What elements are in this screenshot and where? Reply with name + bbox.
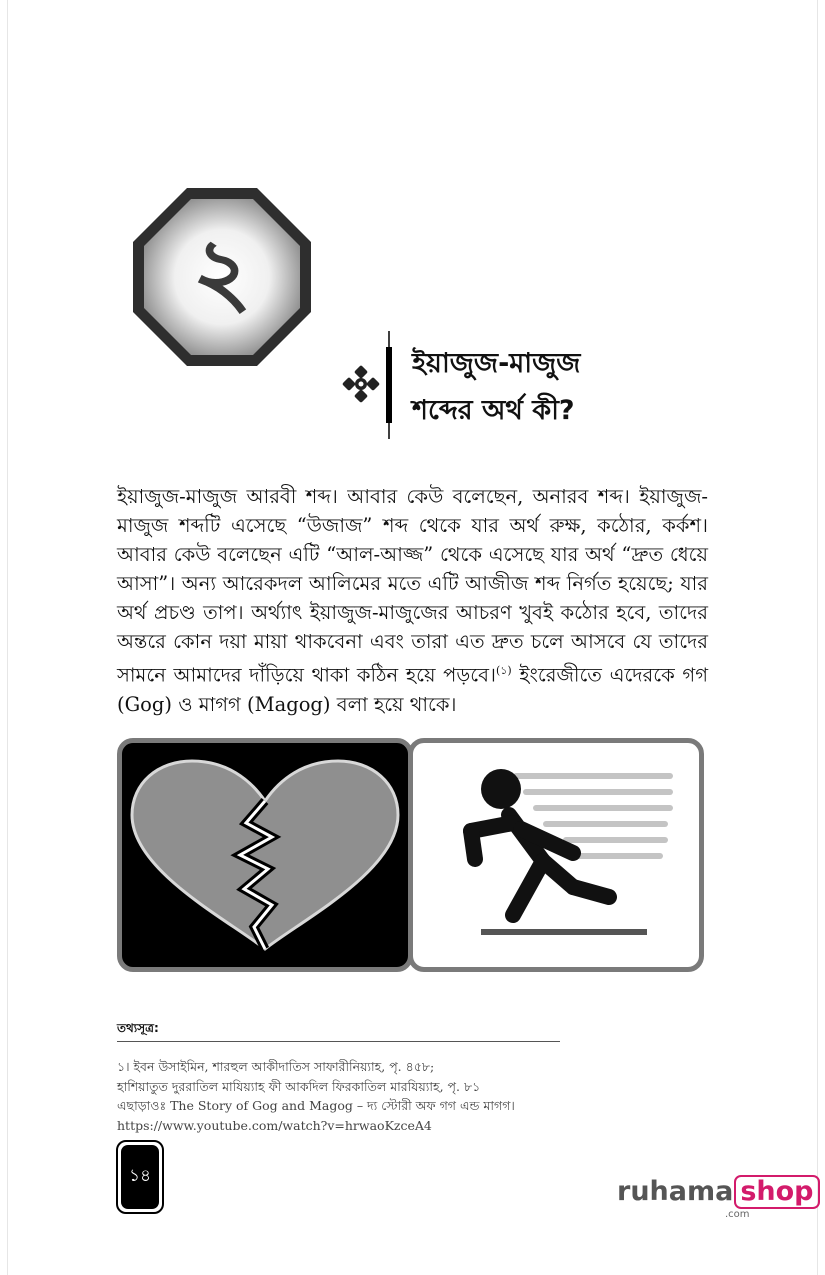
- page-number-box: [116, 1140, 164, 1214]
- body-text-end: ইংরেজীতে এদেরকে গগ (Gog) ও মাগগ (Magog) বলা হয়ে থাকে।: [117, 663, 708, 716]
- chapter-badge: [131, 186, 313, 368]
- footnote-marker: (১): [495, 664, 512, 677]
- brand-domain: .com: [725, 1209, 750, 1220]
- references-heading: তথ্যসূত্র:: [117, 1021, 159, 1035]
- brand-logo: [617, 1175, 820, 1209]
- chapter-title: [412, 340, 580, 434]
- body-paragraph: [117, 482, 708, 719]
- broken-heart-icon: [122, 743, 408, 967]
- broken-heart-image: [117, 738, 413, 972]
- ornament-icon: [341, 364, 381, 404]
- reference-line: ১। ইবন উসাইমিন, শারহুল আকীদাতিস সাফারীনিয়্যাহ, পৃ. ৪৫৮;: [117, 1059, 435, 1074]
- page-number: ১৪: [121, 1145, 159, 1209]
- title-line-2: শব্দের অর্থ কী?: [412, 395, 575, 426]
- reference-line: এছাড়াওঃ The Story of Gog and Magog – দ্য স্টোরী অফ গগ এন্ড মাগগ।: [117, 1098, 515, 1113]
- brand-name: ruhama: [617, 1176, 734, 1207]
- brand-shop-badge: shop: [734, 1175, 819, 1209]
- body-text-main: ইয়াজুজ-মাজুজ আরবী শব্দ। আবার কেউ বলেছেন, অনারব শব্দ। ইয়াজুজ-মাজুজ শব্দটি এসেছে “উজাজ” শব্দ থেকে যার অর্থ রুক্ষ, কঠোর, কর্কশ। আবার কেউ বলেছেন এটি “আল-আজ্জ” থেকে এসেছে যার অর্থ “দ্রুত ধেয়ে আসা”। অন্য আরেকদল আলিমের মতে এটি আজীজ শব্দ নির্গত হয়েছে; যার অর্থ প্রচণ্ড তাপ। অর্থ্যাৎ ইয়াজুজ-মাজুজের আচরণ খুবই কঠোর হবে, তাদের অন্তরে কোন দয়া মায়া থাকবেনা এবং তারা এত দ্রুত চলে আসবে যে তাদের সামনে আমাদের দাঁড়িয়ে থাকা কঠিন হয়ে পড়বে।: [117, 485, 708, 687]
- chapter-number: ২: [192, 218, 252, 325]
- references-divider: [117, 1041, 560, 1042]
- references-list: [117, 1057, 515, 1135]
- running-person-image: [408, 738, 704, 972]
- reference-link[interactable]: https://www.youtube.com/watch?v=hrwaoKzceA4: [117, 1117, 432, 1133]
- running-person-icon: [413, 743, 699, 967]
- reference-line: হাশিয়াতুত দুররাতিল মাযিয়্যাহ ফী আকদিল ফিরকাতিল মারযিয়্যাহ, পৃ. ৮১: [117, 1078, 481, 1094]
- title-divider: [382, 331, 396, 439]
- title-line-1: ইয়াজুজ-মাজুজ: [412, 348, 581, 379]
